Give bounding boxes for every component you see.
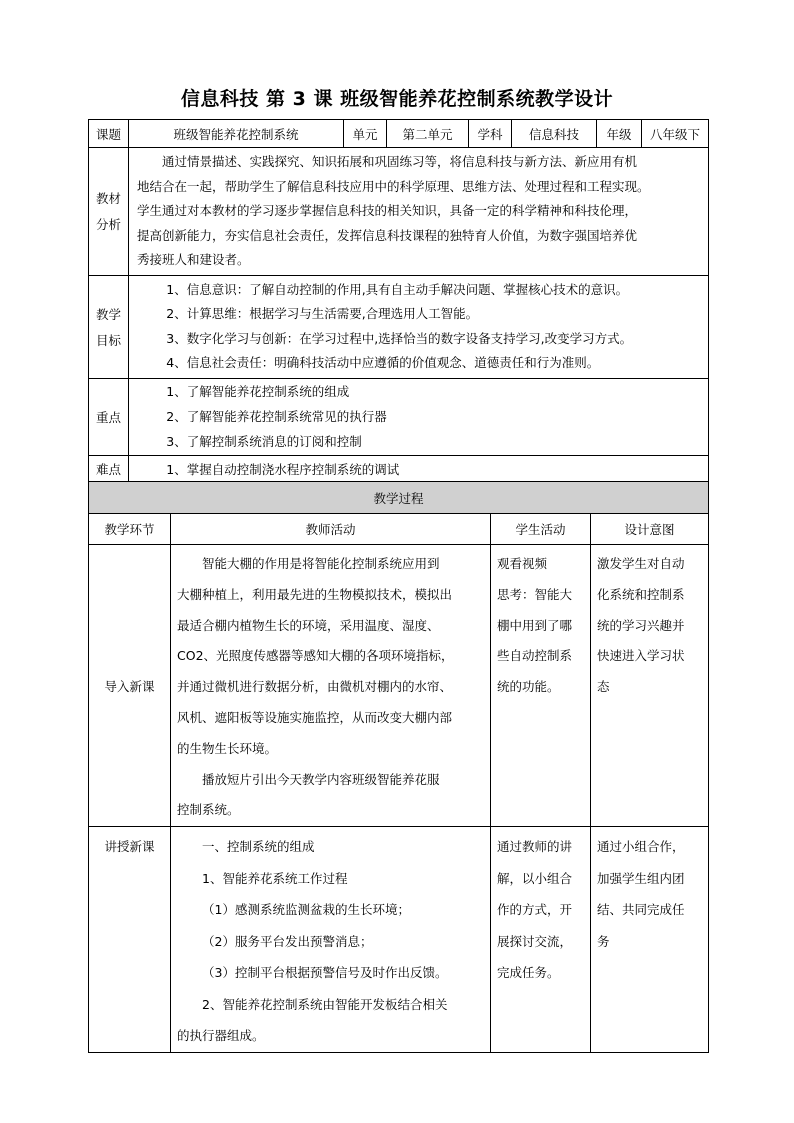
analysis-label: 教材 分析 — [89, 148, 129, 276]
goal-item: 2、计算思维：根据学习与生活需要,合理选用人工智能。 — [166, 306, 479, 321]
key-points-row — [89, 378, 709, 455]
process-row-new-lesson — [89, 827, 709, 1053]
process-row-intro — [89, 545, 709, 827]
subject-value: 信息科技 — [512, 120, 597, 148]
topic-label: 课题 — [89, 120, 129, 148]
key-points-list — [129, 378, 709, 455]
difficulties-row — [89, 455, 709, 483]
subject-label: 学科 — [469, 120, 512, 148]
goals-list — [129, 275, 709, 378]
analysis-text: 通过情景描述、实践探究、知识拓展和巩固练习等，将信息科技与新方法、新应用有机 地结合在一起，帮助学生了解信息科技应用中的科学原理、思维方法、处理过程和工程实现。 学生通过对本教材的学习逐步掌握信息科技的相关知识，具备一定的科学精神和科技伦理， 提高创新能力，夯实信息社会责任，发挥信息科技课程的独特育人价值，为数字强国培养优 秀接班人和建设者。 — [129, 148, 709, 276]
column-header: 设计意图 — [591, 514, 709, 545]
goals-label: 教学 目标 — [89, 275, 129, 378]
unit-label: 单元 — [344, 120, 387, 148]
stage-name: 导入新课 — [89, 545, 171, 827]
course-info-table — [88, 119, 709, 484]
column-header: 教师活动 — [171, 514, 491, 545]
difficulties-label: 难点 — [89, 455, 129, 483]
process-column-header-row — [89, 514, 709, 545]
goals-row — [89, 275, 709, 378]
grade-label: 年级 — [597, 120, 642, 148]
teacher-activity: 一、控制系统的组成 1、智能养花系统工作过程 （1）感测系统监测盆栽的生长环境； （2）服务平台发出预警消息； （3）控制平台根据预警信号及时作出反馈。 2、智能养花控制系统由智能开发板结合相关 的执行器组成。 — [171, 827, 491, 1053]
teaching-process-table — [88, 481, 709, 1053]
design-intent: 激发学生对自动 化系统和控制系 统的学习兴趣并 快速进入学习状 态 — [591, 545, 709, 827]
topic-value: 班级智能养花控制系统 — [129, 120, 344, 148]
difficulties-list — [129, 455, 709, 483]
key-point-item: 3、了解控制系统消息的订阅和控制 — [166, 434, 362, 449]
page-title: 信息科技 第 3 课 班级智能养花控制系统教学设计 — [180, 88, 614, 110]
goal-item: 3、数字化学习与创新：在学习过程中,选择恰当的数字设备支持学习,改变学习方式。 — [166, 330, 633, 346]
process-heading-row — [89, 482, 709, 514]
column-header: 学生活动 — [491, 514, 591, 545]
student-activity: 通过教师的讲 解，以小组合 作的方式，开 展探讨交流， 完成任务。 — [491, 827, 591, 1053]
teacher-activity: 智能大棚的作用是将智能化控制系统应用到 大棚种植上，利用最先进的生物模拟技术，模拟出 最适合棚内植物生长的环境，采用温度、湿度、 CO2、光照度传感器等感知大棚的各项环境指标， 并通过微机进行数据分析，由微机对棚内的水帘、 风机、遮阳板等设施实施监控，从而改变大棚内部 的生物生长环境。 播放短片引出今天教学内容班级智能养花服 控制系统。 — [171, 545, 491, 827]
student-activity: 观看视频 思考：智能大 棚中用到了哪 些自动控制系 统的功能。 — [491, 545, 591, 827]
stage-name: 讲授新课 — [89, 827, 171, 1053]
column-header: 教学环节 — [89, 514, 171, 545]
difficulty-item: 1、掌握自动控制浇水程序控制系统的调试 — [166, 462, 400, 477]
key-point-item: 2、了解智能养花控制系统常见的执行器 — [166, 409, 387, 424]
key-points-label: 重点 — [89, 378, 129, 455]
unit-value: 第二单元 — [387, 120, 469, 148]
process-heading: 教学过程 — [89, 482, 709, 514]
grade-value: 八年级下 — [642, 120, 709, 148]
design-intent: 通过小组合作， 加强学生组内团 结、共同完成任 务 — [591, 827, 709, 1053]
key-point-item: 1、了解智能养花控制系统的组成 — [166, 384, 350, 399]
course-header-row — [89, 120, 709, 148]
analysis-row — [89, 148, 709, 276]
goal-item: 1、信息意识：了解自动控制的作用,具有自主动手解决问题、掌握核心技术的意识。 — [166, 281, 629, 297]
goal-item: 4、信息社会责任：明确科技活动中应遵循的价值观念、道德责任和行为准则。 — [166, 355, 600, 370]
